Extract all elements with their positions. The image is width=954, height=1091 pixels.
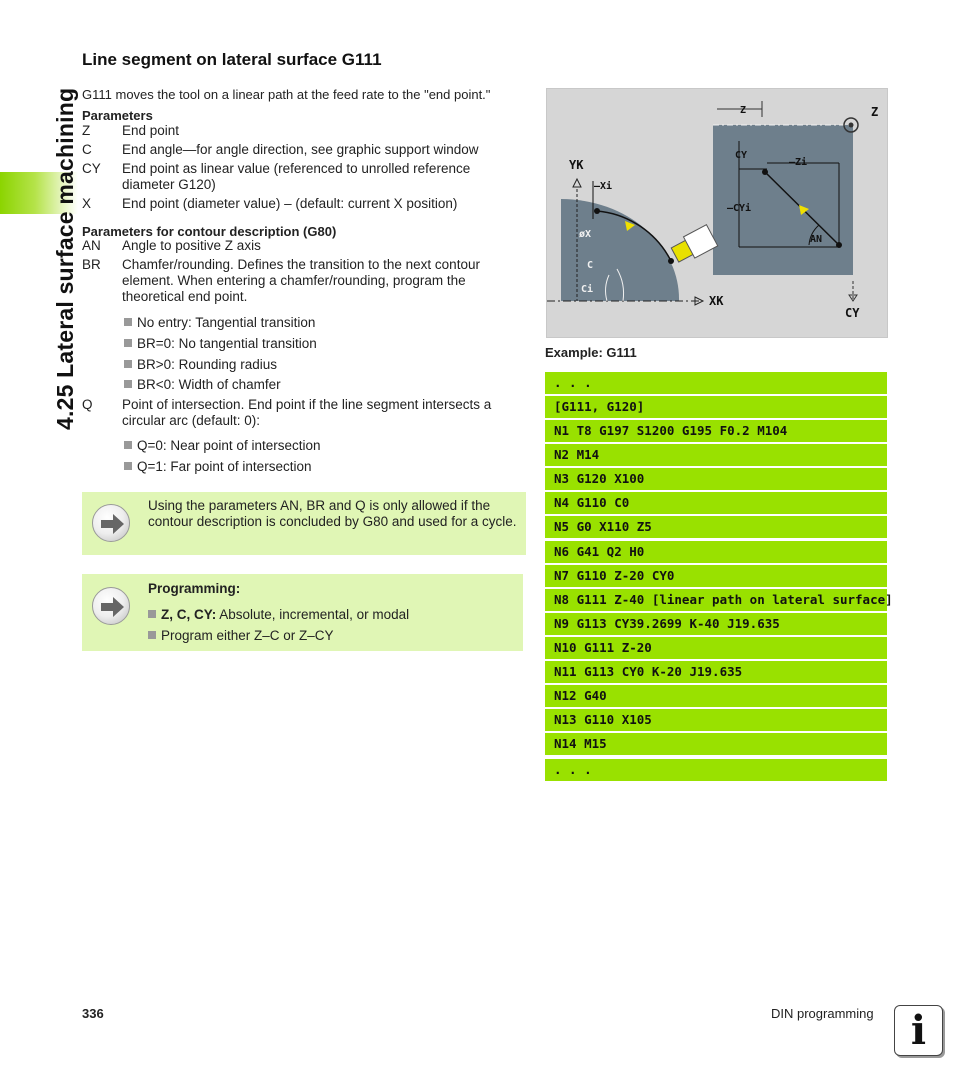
param-key: Z	[82, 123, 91, 138]
br-option-text: No entry: Tangential transition	[137, 315, 316, 330]
bullet-square-icon	[148, 631, 156, 639]
diagram-label-minus-zi: –Zi	[789, 157, 808, 168]
code-line: N12 G40	[545, 685, 887, 707]
parameters-heading: Parameters	[82, 108, 153, 123]
param-row-c	[82, 142, 522, 158]
q-option-text: Q=0: Near point of intersection	[137, 438, 321, 453]
param-desc: End point as linear value (referenced to unrolled reference diameter G120)	[122, 161, 471, 192]
info-glyph: i	[910, 1007, 927, 1054]
param-desc: End angle—for angle direction, see graphic support window	[122, 142, 479, 157]
diagram-label-ci: Ci	[581, 284, 594, 295]
note-title: Programming:	[148, 581, 241, 596]
param-key: X	[82, 196, 92, 211]
page-number: 336	[82, 1006, 104, 1021]
param-desc: Chamfer/rounding. Defines the transition to the next contour element. When entering a chamfer/rounding, program the theoretical end point.	[122, 257, 480, 304]
note-bullet-text: Absolute, incremental, or modal	[216, 607, 410, 622]
info-icon	[894, 1005, 943, 1056]
br-option	[124, 315, 315, 331]
param-desc: End point	[122, 123, 180, 138]
q-option	[124, 438, 320, 454]
code-line: N9 G113 CY39.2699 K-40 J19.635	[545, 613, 887, 635]
code-line: N13 G110 X105	[545, 709, 887, 731]
diagram-label-xk: XK	[709, 294, 724, 308]
q-option-text: Q=1: Far point of intersection	[137, 459, 312, 474]
workpiece-shape	[561, 199, 679, 301]
note-bullet-text: Program either Z–C or Z–CY	[161, 628, 334, 643]
code-line: . . .	[545, 372, 887, 394]
bullet-square-icon	[124, 441, 132, 449]
param-row-q	[82, 397, 522, 429]
diagram-label-c: C	[587, 260, 594, 271]
note-text: Using the parameters AN, BR and Q is only allowed if the contour description is concluded by G80 and used for a cycle.	[148, 498, 517, 529]
code-line: [G111, G120]	[545, 396, 887, 418]
bullet-square-icon	[124, 462, 132, 470]
code-line: N14 M15	[545, 733, 887, 755]
diagram-label-z-top: Z	[740, 105, 747, 116]
bullet-square-icon	[124, 318, 132, 326]
code-line: . . .	[545, 759, 887, 781]
param-key: AN	[82, 238, 101, 253]
param-desc: End point (diameter value) – (default: current X position)	[122, 196, 458, 211]
arrow-right-icon	[92, 504, 130, 542]
bullet-square-icon	[148, 610, 156, 618]
bullet-square-icon	[124, 339, 132, 347]
br-option-text: BR>0: Rounding radius	[137, 357, 277, 372]
param-key: BR	[82, 257, 101, 272]
code-line: N11 G113 CY0 K-20 J19.635	[545, 661, 887, 683]
intro-text: G111 moves the tool on a linear path at the feed rate to the "end point."	[82, 87, 491, 102]
g111-diagram	[546, 88, 888, 338]
chapter-title: 4.25 Lateral surface machining	[52, 87, 78, 430]
note-bullet-bold: Z, C, CY:	[161, 607, 217, 622]
note-bullet	[148, 607, 409, 622]
param-row-br	[82, 257, 522, 305]
diagram-label-dia-x: øX	[579, 229, 592, 240]
diagram-label-minus-xi: –Xi	[594, 181, 613, 192]
param-key: Q	[82, 397, 93, 412]
bullet-square-icon	[124, 360, 132, 368]
param-row-cy	[82, 161, 522, 193]
param-key: C	[82, 142, 92, 157]
param-desc: Point of intersection. End point if the line segment intersects a circular arc (default: 0):	[122, 397, 492, 428]
code-line: N8 G111 Z-40 [linear path on lateral surface]	[545, 589, 887, 611]
tool-icon	[669, 225, 717, 266]
contour-params-heading: Parameters for contour description (G80)	[82, 224, 337, 239]
footer-chapter-name: DIN programming	[771, 1006, 874, 1021]
note-box-usage	[82, 492, 526, 555]
code-line: N5 G0 X110 Z5	[545, 516, 887, 538]
param-key: CY	[82, 161, 101, 176]
code-line: N3 G120 X100	[545, 468, 887, 490]
diagram-label-an: AN	[810, 234, 823, 245]
note-bullet	[148, 628, 334, 643]
bullet-square-icon	[124, 380, 132, 388]
unrolled-surface-panel	[713, 125, 853, 275]
br-option-text: BR<0: Width of chamfer	[137, 377, 281, 392]
diagram-label-cy-bottom: CY	[845, 306, 860, 320]
diagram-label-cy: CY	[735, 150, 748, 161]
param-desc: Angle to positive Z axis	[122, 238, 261, 253]
br-option	[124, 336, 317, 352]
note-box-programming	[82, 574, 523, 651]
q-option	[124, 459, 311, 475]
code-line: N7 G110 Z-20 CY0	[545, 565, 887, 587]
code-line: N1 T8 G197 S1200 G195 F0.2 M104	[545, 420, 887, 442]
br-option-text: BR=0: No tangential transition	[137, 336, 317, 351]
diagram-label-yk: YK	[569, 158, 584, 172]
param-row-z	[82, 123, 522, 139]
param-row-an	[82, 238, 522, 254]
example-label: Example: G111	[545, 345, 637, 360]
br-option	[124, 377, 281, 393]
br-option	[124, 357, 277, 373]
code-line: N2 M14	[545, 444, 887, 466]
code-line: N6 G41 Q2 H0	[545, 541, 887, 563]
diagram-label-minus-cyi: –CYi	[727, 203, 752, 214]
arrow-right-icon	[92, 587, 130, 625]
section-title: Line segment on lateral surface G111	[82, 50, 382, 69]
diagram-label-z-right: Z	[871, 105, 879, 119]
code-line: N4 G110 C0	[545, 492, 887, 514]
param-row-x	[82, 196, 522, 212]
code-line: N10 G111 Z-20	[545, 637, 887, 659]
